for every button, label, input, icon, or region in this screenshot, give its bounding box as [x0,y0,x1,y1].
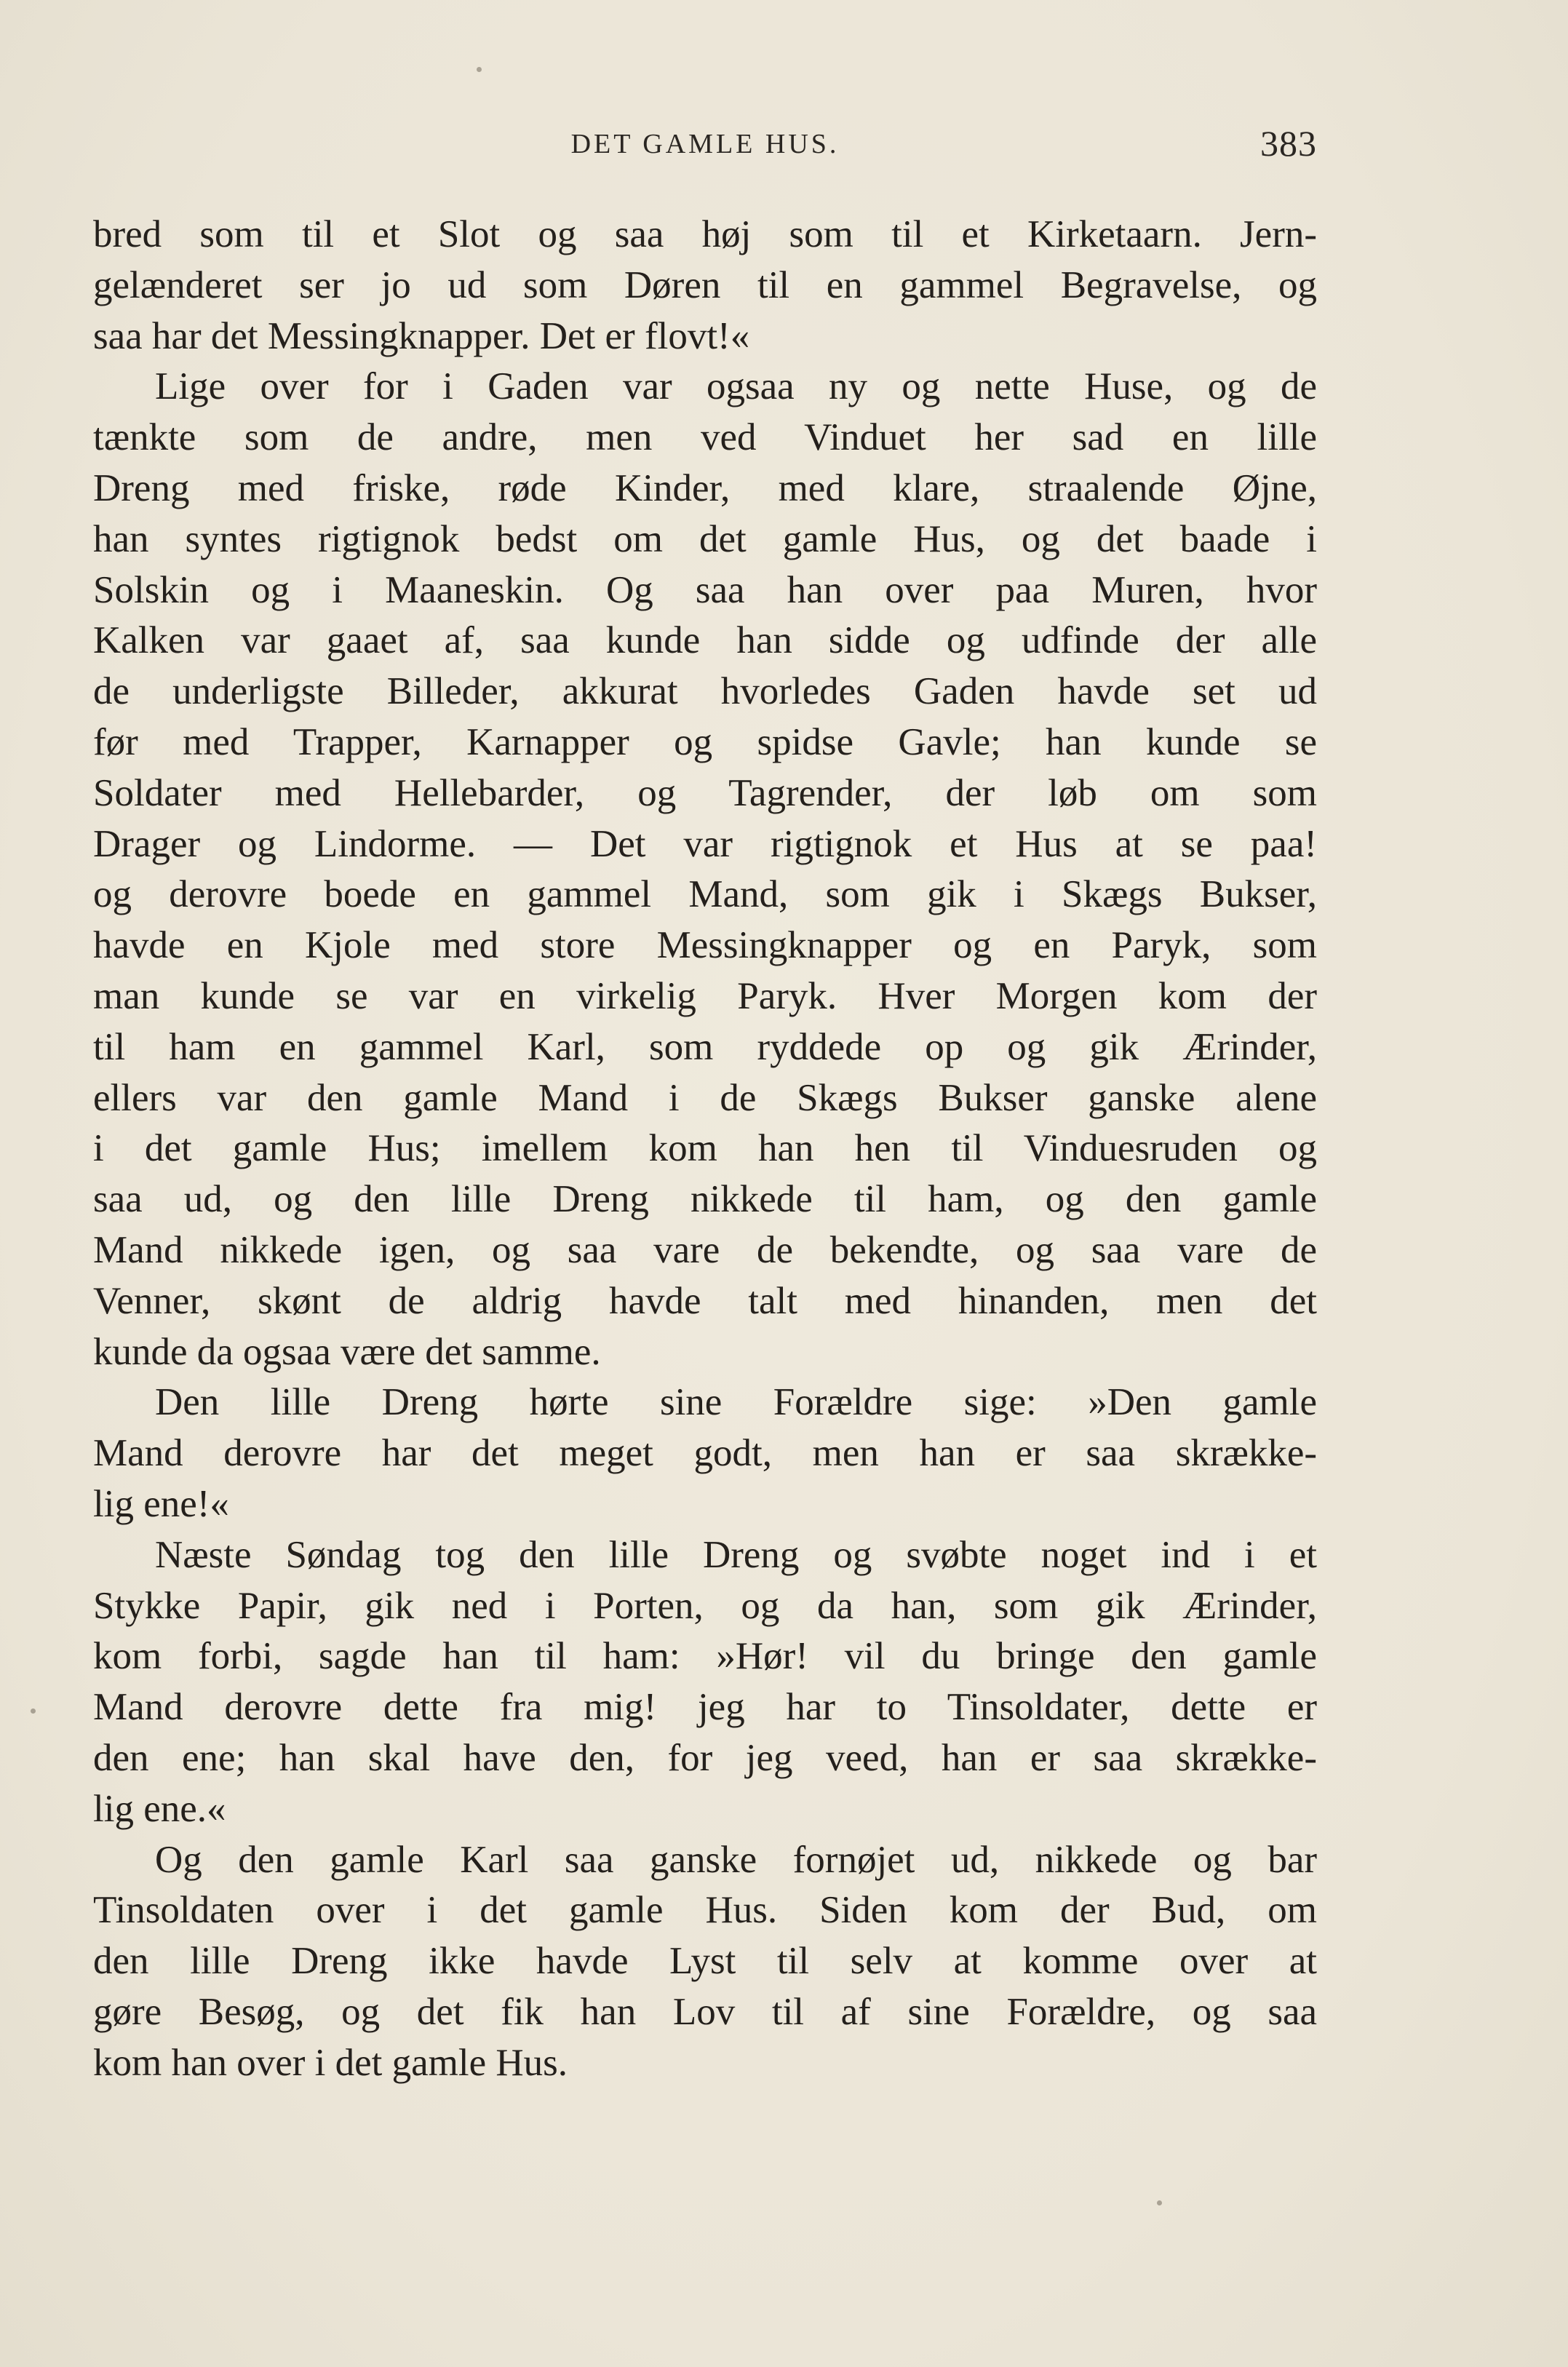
paper-speck [1157,2200,1162,2205]
text-line: til ham en gammel Karl, som ryddede op og gik Ærinder, [93,1025,1317,1068]
text-line: Dreng med friske, røde Kinder, med klare, straalende Øjne, [93,466,1317,509]
text-line: kom forbi, sagde han til ham: »Hør! vil du bringe den gamle [93,1635,1317,1678]
text-line: lig ene.« [93,1787,226,1830]
page-number: 383 [1260,123,1317,164]
body-text [93,210,1317,2088]
text-line: ellers var den gamle Mand i de Skægs Bukser ganske alene [93,1076,1317,1119]
text-line: før med Trapper, Karnapper og spidse Gavle; han kunde se [93,720,1317,763]
text-line: tænkte som de andre, men ved Vinduet her sad en lille [93,416,1317,459]
text-line: Mand derovre dette fra mig! jeg har to Tinsoldater, dette er [93,1686,1317,1729]
text-line: Stykke Papir, gik ned i Porten, og da han, som gik Ærinder, [93,1584,1317,1627]
text-line: Tinsoldaten over i det gamle Hus. Siden kom der Bud, om [93,1889,1317,1932]
text-line: Solskin og i Maaneskin. Og saa han over paa Muren, hvor [93,568,1317,611]
text-line: Venner, skønt de aldrig havde talt med hinanden, men det [93,1279,1317,1322]
paper-speck [31,1708,36,1714]
running-title: DET GAMLE HUS. [570,129,840,159]
text-line: Og den gamle Karl saa ganske fornøjet ud, nikkede og bar [155,1838,1317,1881]
text-line: havde en Kjole med store Messingknapper og en Paryk, som [93,924,1317,967]
running-head [93,122,1317,166]
paragraph-2 [93,362,1317,1377]
text-line: lig ene!« [93,1482,229,1525]
paragraph-1 [93,210,1317,362]
text-line: man kunde se var en virkelig Paryk. Hver Morgen kom der [93,974,1317,1017]
text-line: Lige over for i Gaden var ogsaa ny og nette Huse, og de [155,365,1317,408]
text-line: kom han over i det gamle Hus. [93,2041,568,2084]
text-line: Drager og Lindorme. — Det var rigtignok et Hus at se paa! [93,822,1317,865]
text-line: de underligste Billeder, akkurat hvorledes Gaden havde set ud [93,670,1317,713]
text-line: Mand derovre har det meget godt, men han er saa skrække- [93,1432,1317,1475]
text-line: gelænderet ser jo ud som Døren til en gammel Begravelse, og [93,263,1317,306]
text-line: kunde da ogsaa være det samme. [93,1330,601,1373]
paper-speck [477,67,482,72]
text-line: bred som til et Slot og saa høj som til et Kirketaarn. Jern- [93,213,1317,255]
text-line: Den lille Dreng hørte sine Forældre sige: »Den gamle [155,1381,1317,1424]
text-line: saa har det Messingknapper. Det er flovt!« [93,314,750,357]
text-line: den ene; han skal have den, for jeg veed, han er saa skrække- [93,1736,1317,1779]
text-line: Næste Søndag tog den lille Dreng og svøbte noget ind i et [155,1533,1317,1576]
paragraph-4 [93,1530,1317,1835]
paragraph-3 [93,1377,1317,1529]
text-line: Mand nikkede igen, og saa vare de bekendte, og saa vare de [93,1228,1317,1271]
text-line: Soldater med Hellebarder, og Tagrender, der løb om som [93,771,1317,814]
text-line: saa ud, og den lille Dreng nikkede til ham, og den gamle [93,1178,1317,1221]
text-line: Kalken var gaaet af, saa kunde han sidde og udfinde der alle [93,619,1317,662]
text-line: den lille Dreng ikke havde Lyst til selv at komme over at [93,1940,1317,1983]
paragraph-5 [93,1835,1317,2089]
text-line: han syntes rigtignok bedst om det gamle Hus, og det baade i [93,517,1317,560]
text-line: gøre Besøg, og det fik han Lov til af sine Forældre, og saa [93,1990,1317,2033]
text-line: og derovre boede en gammel Mand, som gik i Skægs Bukser, [93,873,1317,916]
text-line: i det gamle Hus; imellem kom han hen til Vinduesruden og [93,1127,1317,1170]
